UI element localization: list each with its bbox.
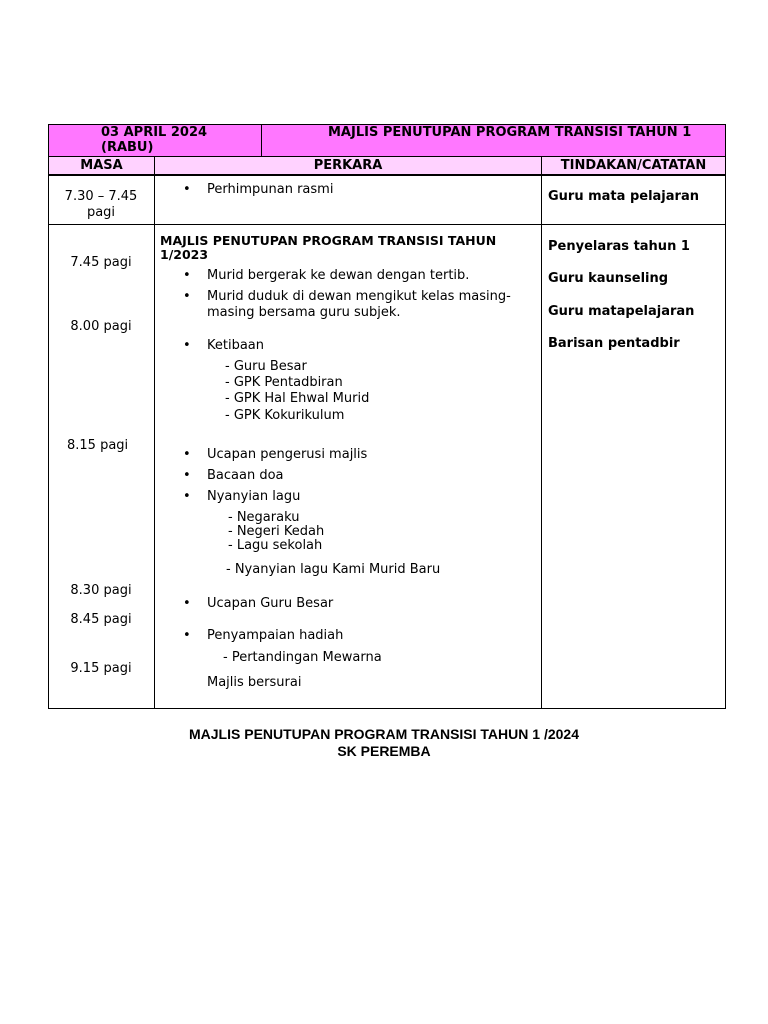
action-kaunseling: Guru kaunseling xyxy=(548,271,669,286)
footer-title: MAJLIS PENUTUPAN PROGRAM TRANSISI TAHUN 1 /2024 xyxy=(189,726,579,742)
item-duduk-line-2: masing bersama guru subjek. xyxy=(207,305,401,320)
bullet-icon: • xyxy=(183,338,191,353)
row1-top-border xyxy=(48,175,726,176)
item-lagu: Nyanyian lagu xyxy=(207,489,301,504)
row-divider xyxy=(48,224,726,225)
row1-time-line-2: pagi xyxy=(86,205,116,220)
event-title: MAJLIS PENUTUPAN PROGRAM TRANSISI TAHUN 1 xyxy=(328,125,692,140)
date-line-2: (RABU) xyxy=(101,140,154,155)
footer-school: SK PEREMBA xyxy=(337,743,431,759)
bullet-icon: • xyxy=(183,468,191,483)
bullet-icon: • xyxy=(183,596,191,611)
bullet-icon: • xyxy=(183,447,191,462)
lagu-kami-murid-baru: - Nyanyian lagu Kami Murid Baru xyxy=(226,562,441,577)
row1-action: Guru mata pelajaran xyxy=(548,189,699,204)
ketibaan-gpk-hem: - GPK Hal Ehwal Murid xyxy=(225,391,370,406)
majlis-bersurai: Majlis bersurai xyxy=(207,675,302,690)
action-penyelaras: Penyelaras tahun 1 xyxy=(548,239,690,254)
document-footer xyxy=(0,726,768,760)
bullet-icon: • xyxy=(183,489,191,504)
time-845: 8.45 pagi xyxy=(70,612,132,627)
item-doa: Bacaan doa xyxy=(207,468,284,483)
item-tertib: Murid bergerak ke dewan dengan tertib. xyxy=(207,268,470,283)
column-header-row xyxy=(48,156,726,175)
bullet-icon: • xyxy=(183,628,191,643)
title-cell xyxy=(262,125,726,158)
row1-item: Perhimpunan rasmi xyxy=(207,182,334,197)
item-ucapan-pengerusi: Ucapan pengerusi majlis xyxy=(207,447,368,462)
table-bottom-border xyxy=(48,708,726,709)
row1-time-line-1: 7.30 – 7.45 xyxy=(64,189,138,204)
item-hadiah: Penyampaian hadiah xyxy=(207,628,344,643)
right-border xyxy=(725,175,726,709)
column-tindakan: TINDAKAN/CATATAN xyxy=(542,157,726,175)
column-perkara: PERKARA xyxy=(155,157,542,175)
item-ketibaan: Ketibaan xyxy=(207,338,265,353)
ketibaan-guru-besar: - Guru Besar xyxy=(225,359,307,374)
column-masa: MASA xyxy=(49,157,155,175)
masa-column-border xyxy=(154,175,155,709)
time-915: 9.15 pagi xyxy=(70,661,132,676)
item-duduk-line-1: Murid duduk di dewan mengikut kelas masing- xyxy=(207,289,511,304)
action-matapelajaran: Guru matapelajaran xyxy=(548,304,695,319)
time-830: 8.30 pagi xyxy=(70,583,132,598)
ketibaan-gpk-koku: - GPK Kokurikulum xyxy=(225,408,345,423)
time-815: 8.15 pagi xyxy=(67,438,129,453)
time-745: 7.45 pagi xyxy=(70,255,132,270)
lagu-sekolah: - Lagu sekolah xyxy=(228,538,323,553)
ketibaan-gpk-pentadbiran: - GPK Pentadbiran xyxy=(225,375,343,390)
hadiah-mewarna: - Pertandingan Mewarna xyxy=(223,650,382,665)
section-heading-line-2: 1/2023 xyxy=(160,247,209,262)
bullet-icon: • xyxy=(183,182,191,197)
time-800: 8.00 pagi xyxy=(70,319,132,334)
lagu-negeri-kedah: - Negeri Kedah xyxy=(228,524,325,539)
action-pentadbir: Barisan pentadbir xyxy=(548,336,680,351)
bullet-icon: • xyxy=(183,268,191,283)
bullet-icon: • xyxy=(183,289,191,304)
item-ucapan-guru-besar: Ucapan Guru Besar xyxy=(207,596,334,611)
perkara-column-border xyxy=(541,175,542,709)
section-heading-line-1: MAJLIS PENUTUPAN PROGRAM TRANSISI TAHUN xyxy=(160,233,497,248)
lagu-negaraku: - Negaraku xyxy=(228,510,300,525)
date-line-1: 03 APRIL 2024 xyxy=(101,125,208,140)
schedule-header-table xyxy=(48,124,726,158)
date-cell xyxy=(49,125,262,158)
